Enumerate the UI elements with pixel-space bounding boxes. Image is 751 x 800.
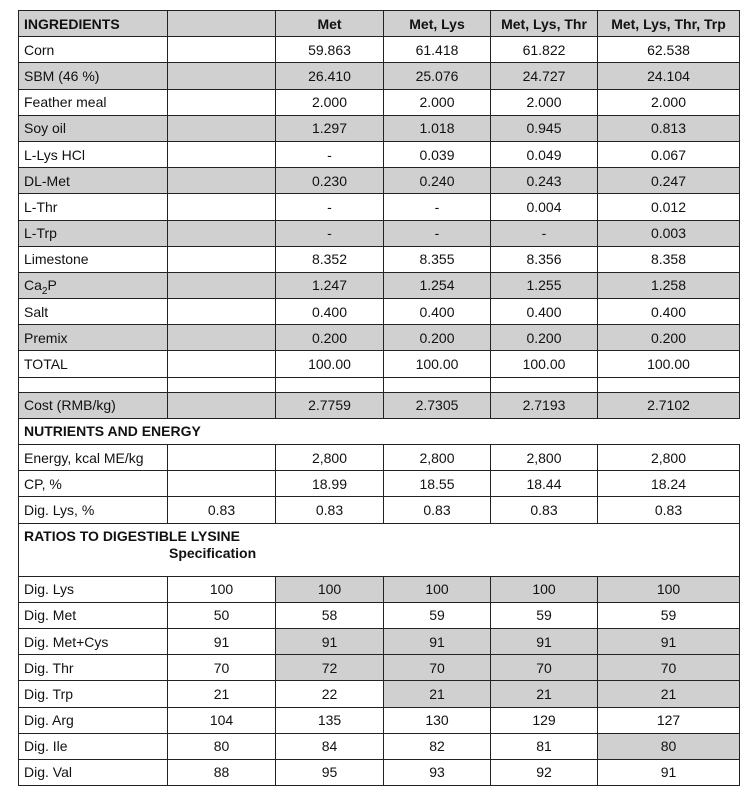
ingredient-value: 0.003 [598,220,740,246]
spec-cell [168,246,276,272]
col-header-met: Met [276,11,384,37]
ingredient-value: 0.230 [276,168,384,194]
ingredient-value: 1.258 [598,272,740,298]
col-header-met-lys-thr-trp: Met, Lys, Thr, Trp [598,11,740,37]
ingredient-row [19,37,740,63]
spec-cell [168,141,276,167]
ratio-name: Dig. Thr [19,655,168,681]
spec-cell [168,63,276,89]
ratio-spec: 80 [168,733,276,759]
ingredient-row [19,63,740,89]
ratio-value: 91 [276,628,384,654]
ratio-name: Dig. Lys [19,576,168,602]
ingredient-name [19,272,168,298]
ingredient-name-subscript: 2 [41,286,48,298]
ratio-name: Dig. Val [19,759,168,785]
ratio-value: 59 [598,602,740,628]
ratio-spec: 21 [168,681,276,707]
ratio-spec: 70 [168,655,276,681]
ingredient-row [19,220,740,246]
ingredient-value: - [384,220,491,246]
ratio-name: Dig. Ile [19,733,168,759]
ratio-spec: 88 [168,759,276,785]
ingredient-name: Corn [19,37,168,63]
ingredient-value: 0.049 [491,141,598,167]
nutrient-spec: 0.83 [168,497,276,523]
ratio-spec: 104 [168,707,276,733]
ingredient-row [19,89,740,115]
ratio-value: 70 [598,655,740,681]
ingredient-value: 1.247 [276,272,384,298]
nutrient-name: CP, % [19,471,168,497]
ratio-value: 100 [276,576,384,602]
ratio-value: 70 [491,655,598,681]
spec-cell [168,272,276,298]
ratio-value: 84 [276,733,384,759]
ingredient-row [19,299,740,325]
ratio-value: 100 [598,576,740,602]
ratios-section [19,576,740,786]
ingredient-value: 1.018 [384,115,491,141]
ratio-value: 21 [384,681,491,707]
ratio-value: 81 [491,733,598,759]
ratio-value: 91 [598,628,740,654]
ratio-value: 91 [491,628,598,654]
ingredients-header: INGREDIENTS [19,11,168,37]
ingredient-value: 25.076 [384,63,491,89]
ratio-value: 58 [276,602,384,628]
ingredient-value: - [276,220,384,246]
ingredient-value: 100.00 [598,351,740,377]
header-row [19,11,740,37]
ingredient-value: 100.00 [491,351,598,377]
ingredient-value: 0.039 [384,141,491,167]
spec-cell [168,299,276,325]
ratio-row [19,707,740,733]
ingredient-value: - [491,220,598,246]
nutrient-value: 0.83 [276,497,384,523]
ratio-value: 72 [276,655,384,681]
ratio-name: Dig. Arg [19,707,168,733]
ratio-value: 91 [384,628,491,654]
ratio-spec: 100 [168,576,276,602]
nutrient-value: 18.44 [491,471,598,497]
nutrient-value: 18.55 [384,471,491,497]
ingredient-value: 0.945 [491,115,598,141]
nutrient-spec [168,445,276,471]
cost-value: 2.7193 [491,392,598,418]
ingredient-value: 1.254 [384,272,491,298]
ratio-value: 82 [384,733,491,759]
nutrient-value: 0.83 [598,497,740,523]
ingredient-value: 61.418 [384,37,491,63]
ingredient-value: 24.104 [598,63,740,89]
ingredient-value: 0.243 [491,168,598,194]
col-header-met-lys: Met, Lys [384,11,491,37]
ingredient-row [19,351,740,377]
ingredient-name: TOTAL [19,351,168,377]
ratio-row [19,759,740,785]
ingredient-value: 2.000 [384,89,491,115]
ingredient-name-part: P [47,277,57,294]
cost-value: 2.7759 [276,392,384,418]
ratio-value: 21 [598,681,740,707]
ingredient-value: - [384,194,491,220]
nutrient-value: 2,800 [598,445,740,471]
ingredient-value: 26.410 [276,63,384,89]
ingredient-name: Salt [19,299,168,325]
ingredients-section [19,37,740,377]
spec-header [168,11,276,37]
ratio-value: 59 [491,602,598,628]
ingredient-row [19,115,740,141]
ingredient-value: 59.863 [276,37,384,63]
ingredient-value: - [276,141,384,167]
ratio-value: 70 [384,655,491,681]
ingredient-name: SBM (46 %) [19,63,168,89]
ratio-value: 130 [384,707,491,733]
ingredient-value: 0.400 [384,299,491,325]
ingredient-value: 0.400 [598,299,740,325]
ratio-name: Dig. Met [19,602,168,628]
ingredient-value: 100.00 [384,351,491,377]
ingredient-value: 2.000 [598,89,740,115]
ingredient-row [19,141,740,167]
ingredient-value: 8.355 [384,246,491,272]
ingredient-value: 24.727 [491,63,598,89]
ratio-value: 95 [276,759,384,785]
ratio-value: 92 [491,759,598,785]
ratio-row [19,655,740,681]
ingredient-name: L-Lys HCl [19,141,168,167]
ratio-row [19,602,740,628]
ingredient-value: 8.356 [491,246,598,272]
nutrient-value: 18.99 [276,471,384,497]
ratio-spec: 91 [168,628,276,654]
ingredient-value: 0.200 [598,325,740,351]
ingredient-row [19,272,740,298]
ingredient-row [19,168,740,194]
spec-cell [168,194,276,220]
spec-cell [168,351,276,377]
nutrient-value: 2,800 [276,445,384,471]
ratio-row [19,681,740,707]
ingredient-value: 0.400 [491,299,598,325]
ingredient-name-part: Ca [24,277,42,294]
spec-cell [168,220,276,246]
ratio-row [19,576,740,602]
spec-cell [168,168,276,194]
ingredient-value: 0.200 [276,325,384,351]
ratio-name: Dig. Met+Cys [19,628,168,654]
ingredient-value: - [276,194,384,220]
ratio-value: 129 [491,707,598,733]
ingredient-value: 0.067 [598,141,740,167]
ingredient-row [19,325,740,351]
ratio-value: 91 [598,759,740,785]
ratio-value: 100 [491,576,598,602]
nutrient-row [19,497,740,523]
ingredient-value: 0.200 [384,325,491,351]
cost-row [19,392,740,418]
cost-value: 2.7102 [598,392,740,418]
spec-cell [168,325,276,351]
ratio-value: 21 [491,681,598,707]
diet-composition-table [18,10,740,786]
ingredient-name: Feather meal [19,89,168,115]
ingredient-name: Limestone [19,246,168,272]
nutrient-row [19,471,740,497]
ingredient-row [19,194,740,220]
ingredient-name: Premix [19,325,168,351]
spacer-row [19,377,740,392]
nutrient-name: Energy, kcal ME/kg [19,445,168,471]
ratio-value: 59 [384,602,491,628]
ingredient-value: 2.000 [276,89,384,115]
spec-cell [168,115,276,141]
ingredient-value: 1.255 [491,272,598,298]
ingredient-value: 0.012 [598,194,740,220]
ingredient-value: 0.813 [598,115,740,141]
ratio-value: 127 [598,707,740,733]
ingredient-value: 61.822 [491,37,598,63]
ingredient-value: 1.297 [276,115,384,141]
ratios-title-text: RATIOS TO DIGESTIBLE LYSINE [24,527,240,544]
ratio-name: Dig. Trp [19,681,168,707]
ingredient-value: 0.240 [384,168,491,194]
ingredient-name: L-Thr [19,194,168,220]
ingredient-value: 0.247 [598,168,740,194]
specification-label: Specification [169,544,257,561]
ingredient-row [19,246,740,272]
nutrient-value: 0.83 [491,497,598,523]
ratio-value: 135 [276,707,384,733]
ingredient-value: 62.538 [598,37,740,63]
nutrient-row [19,445,740,471]
nutrient-name: Dig. Lys, % [19,497,168,523]
ratio-value: 80 [598,733,740,759]
ingredient-value: 2.000 [491,89,598,115]
nutrient-value: 0.83 [384,497,491,523]
cost-label: Cost (RMB/kg) [19,392,168,418]
ingredient-value: 8.358 [598,246,740,272]
ingredient-value: 8.352 [276,246,384,272]
ingredient-value: 0.004 [491,194,598,220]
ratio-spec: 50 [168,602,276,628]
ratios-title [19,523,740,576]
ingredient-name: DL-Met [19,168,168,194]
ingredient-value: 0.200 [491,325,598,351]
nutrient-value: 2,800 [384,445,491,471]
ingredient-name: Soy oil [19,115,168,141]
col-header-met-lys-thr: Met, Lys, Thr [491,11,598,37]
nutrients-title-row [19,418,740,444]
ratio-row [19,628,740,654]
ratio-value: 22 [276,681,384,707]
ingredient-value: 100.00 [276,351,384,377]
spec-cell [168,37,276,63]
nutrients-title: NUTRIENTS AND ENERGY [19,418,740,444]
ingredient-name: L-Trp [19,220,168,246]
nutrient-value: 2,800 [491,445,598,471]
nutrient-spec [168,471,276,497]
ratio-value: 100 [384,576,491,602]
cost-value: 2.7305 [384,392,491,418]
spec-cell [168,89,276,115]
nutrient-value: 18.24 [598,471,740,497]
ratio-row [19,733,740,759]
ingredient-value: 0.400 [276,299,384,325]
ratio-value: 93 [384,759,491,785]
ratios-title-row [19,523,740,576]
nutrients-section [19,445,740,524]
